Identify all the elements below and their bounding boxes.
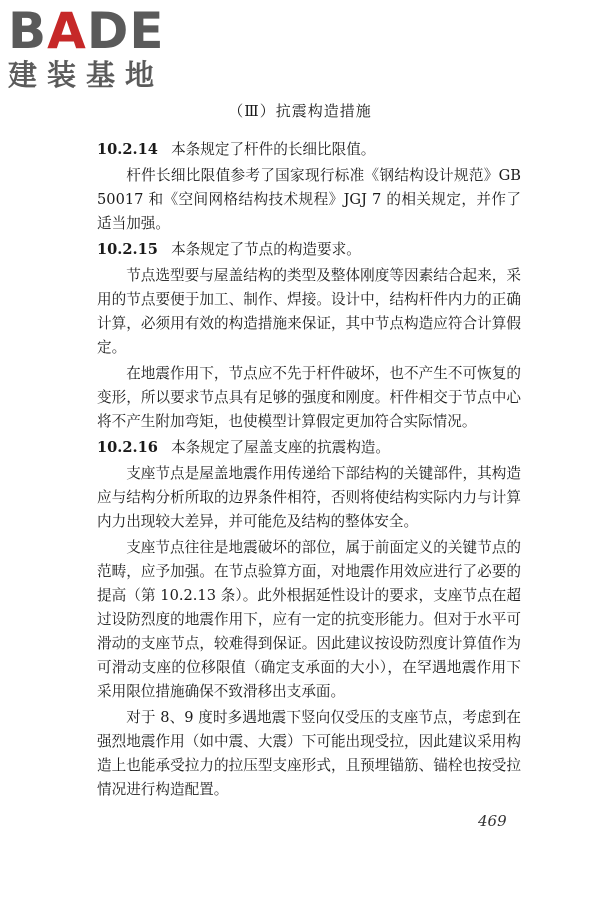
clause-number: 10.2.16 [97, 439, 158, 456]
paragraph: 支座节点往往是地震破坏的部位，属于前面定义的关键节点的范畴，应予加强。在节点验算方面，对地震作用效应进行了必要的提高（第 10.2.13 条）。此外根据延性设计的要求，支座节点在超过设防烈度的地震作用下，应有一定的抗变形能力。但对于水平可滑动的支座节点，较难得到保证。因此建议按设防烈度计算值作为可滑动支座的位移限值（确定支承面的大小），在罕遇地震作用下采用限位措施确保不致滑移出支承面。 [97, 539, 521, 700]
logo-subtitle: 建装基地 [8, 58, 165, 92]
page-number: 469 [478, 812, 507, 830]
clause-text: 本条规定了节点的构造要求。 [171, 241, 361, 258]
paragraph: 杆件长细比限值参考了国家现行标准《钢结构设计规范》GB 50017 和《空间网格结构技术规程》JGJ 7 的相关规定，并作了适当加强。 [97, 167, 521, 232]
paragraph: 支座节点是屋盖地震作用传递给下部结构的关键部件，其构造应与结构分析所取的边界条件相符，否则将使结构实际内力与计算内力出现较大差异，并可能危及结构的整体安全。 [97, 465, 521, 530]
logo-wordmark: BADE [8, 2, 165, 60]
paragraph: 对于 8、9 度时多遇地震下竖向仅受压的支座节点，考虑到在强烈地震作用（如中震、大震）下可能出现受拉，因此建议采用构造上也能承受拉力的拉压型支座形式，且预埋锚筋、锚栓也按受拉情况进行构造配置。 [97, 709, 521, 798]
clause-heading [97, 238, 521, 262]
clause-number: 10.2.15 [97, 241, 158, 258]
paragraph: 节点选型要与屋盖结构的类型及整体刚度等因素结合起来，采用的节点要便于加工、制作、焊接。设计中，结构杆件内力的正确计算，必须用有效的构造措施来保证，其中节点构造应符合计算假定。 [97, 267, 521, 356]
clause-text: 本条规定了杆件的长细比限值。 [171, 141, 376, 158]
clause-heading [97, 436, 521, 460]
paragraph: 在地震作用下，节点应不先于杆件破坏，也不产生不可恢复的变形，所以要求节点具有足够的强度和刚度。杆件相交于节点中心将不产生附加弯矩，也使模型计算假定更加符合实际情况。 [97, 365, 521, 430]
clause-text: 本条规定了屋盖支座的抗震构造。 [171, 439, 390, 456]
brand-logo [8, 2, 188, 92]
clause-heading [97, 138, 521, 162]
document-body [97, 136, 521, 802]
section-title: （Ⅲ）抗震构造措施 [228, 102, 372, 120]
clause-number: 10.2.14 [97, 141, 158, 158]
